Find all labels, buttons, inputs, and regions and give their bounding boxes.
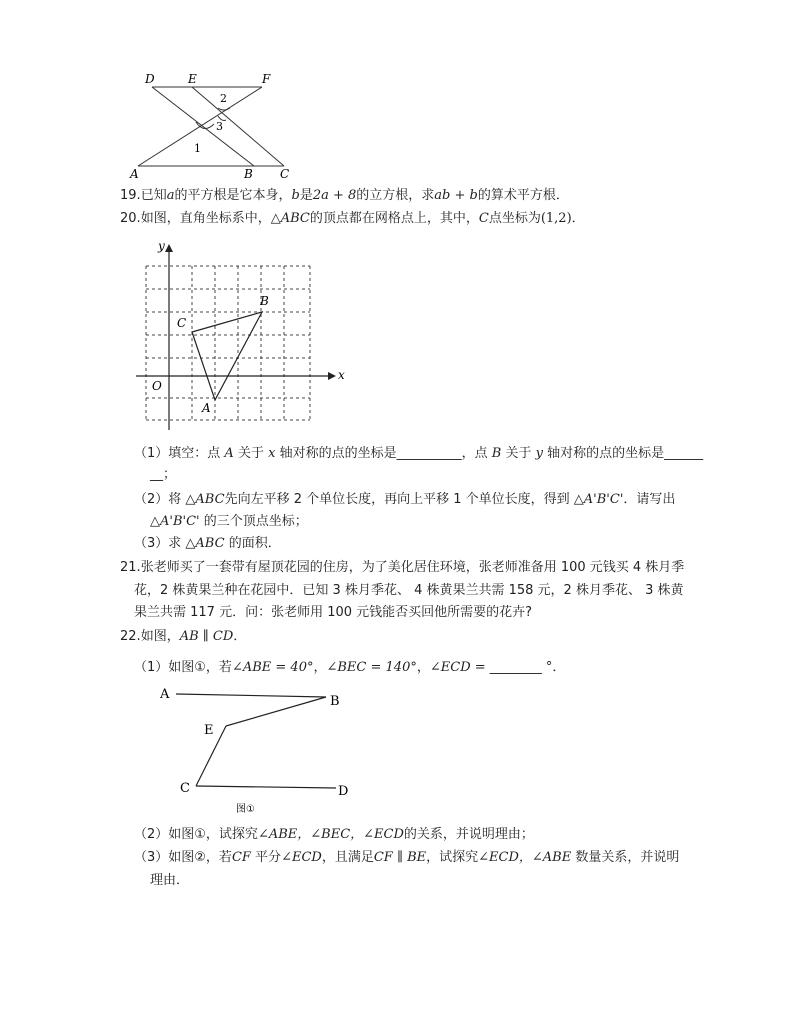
q22-s2-text-a: （2）如图①，试探究	[134, 827, 258, 842]
fig-angle-3: 3	[216, 120, 223, 133]
q20-s2-text-d: 的三个顶点坐标；	[203, 514, 308, 529]
figure-1	[156, 682, 366, 818]
point-label-b: B	[260, 294, 269, 308]
q20-s3-text-a: （3）求	[134, 536, 182, 551]
q19-expr-1: 2a + 8	[312, 188, 357, 203]
q20-s1-text-b: 关于	[237, 446, 264, 461]
q22-s1-comma-1: ，	[313, 660, 327, 675]
fig1-label-c: C	[180, 781, 190, 796]
q21-line-3-row	[134, 604, 532, 622]
fig-label-c: C	[280, 167, 290, 180]
fig1-label-e: E	[204, 723, 214, 738]
q20-number: 20.	[120, 211, 141, 226]
q22-s1-text-a: （1）如图①，若	[134, 660, 232, 675]
q21-line-2: 花，2 株黄果兰种在花园中．已知 3 株月季花、 4 株黄果兰共需 158 元，2 株月季花、 3 株黄	[134, 583, 684, 598]
q19-text-4: 的立方根，求	[356, 188, 435, 203]
answer-blank-2[interactable]: ______	[664, 446, 704, 461]
coordinate-grid-figure	[130, 234, 350, 430]
answer-blank-3[interactable]: ________	[489, 660, 542, 675]
q19-number: 19.	[120, 188, 141, 203]
question-21	[120, 559, 684, 577]
q20-sub-1	[134, 445, 703, 463]
q22-s3-text-a: （3）如图②，若	[134, 850, 232, 865]
q22-s3-angle-ecd: ∠ECD	[281, 850, 322, 865]
q20-s1-point-a: A	[224, 446, 234, 461]
answer-blank-2-cont[interactable]: __	[150, 467, 163, 482]
point-label-a: A	[202, 401, 211, 415]
q22-s3-cf: CF	[231, 850, 251, 865]
q21-line-1: 张老师买了一套带有屋顶花园的住房，为了美化居住环境，张老师准备用 100 元钱买 4 株月季	[140, 560, 685, 575]
q20-s3-text-b: 的面积．	[228, 536, 281, 551]
fig1-segment-cd	[196, 786, 336, 788]
q19-text-1: 已知	[140, 188, 167, 203]
fig-label-d: D	[145, 72, 155, 86]
q20-s2-triangle-prime-2: △A'B'C'	[150, 514, 200, 529]
fig-label-b: B	[244, 167, 253, 180]
q22-sub-3	[134, 849, 679, 867]
q22-s1-angle-abe: ∠ABE = 40°	[231, 660, 314, 675]
y-axis-arrow	[165, 244, 173, 252]
q20-sub-3	[134, 535, 281, 553]
q19-var-b: b	[291, 188, 300, 203]
q22-number: 22.	[120, 629, 141, 644]
q20-s2-triangle: △ABC	[185, 492, 225, 507]
q22-sub-2	[134, 826, 534, 844]
fig1-label-d: D	[338, 784, 349, 799]
grid-lines	[146, 266, 310, 420]
q22-parallel: AB ∥ CD	[179, 629, 234, 644]
q20-s2-triangle-prime: △A'B'C'	[573, 492, 624, 507]
origin-label: O	[152, 379, 162, 393]
q20-sub-1-cont	[150, 466, 176, 484]
q21-line-3: 果兰共需 117 元．问：张老师用 100 元钱能否买回他所需要的花卉?	[134, 605, 533, 620]
point-label-c: C	[177, 316, 187, 330]
fig-label-f: F	[262, 72, 271, 86]
q22-s1-angle-bec: ∠BEC = 140°	[326, 660, 417, 675]
q20-sub-2	[134, 491, 675, 509]
q22-s2-text-b: 的关系，并说明理由；	[403, 827, 534, 842]
q19-var-a: a	[166, 188, 175, 203]
q19-text-3: 是	[299, 188, 313, 203]
q19-text-5: 的算术平方根．	[477, 188, 569, 203]
q20-s1-text-d: ，点	[461, 446, 488, 461]
x-axis-arrow	[328, 372, 336, 380]
q20-s1-text-f: 轴对称的点的坐标是	[547, 446, 665, 461]
q22-s3-text-e: 数量关系，并说明	[575, 850, 680, 865]
answer-blank-1[interactable]: __________	[396, 446, 462, 461]
q20-s1-text-e: 关于	[505, 446, 532, 461]
q20-s3-triangle: △ABC	[185, 536, 225, 551]
q21-line-2-row	[134, 582, 684, 600]
fig1-segment-be	[226, 697, 326, 726]
q22-s3-text-d: ，试探究	[426, 850, 479, 865]
q22-s3-text-c: ，且满足	[321, 850, 374, 865]
q22-s3-line-2: 理由．	[150, 873, 190, 888]
question-22	[120, 628, 246, 646]
q20-s2-text-c: ．请写出	[623, 492, 676, 507]
question-20	[120, 210, 585, 228]
q20-s1-text-c: 轴对称的点的坐标是	[279, 446, 397, 461]
q22-s2-angles: ∠ABE，∠BEC，∠ECD	[257, 827, 404, 842]
q20-triangle: △ABC	[270, 211, 310, 226]
fig-angle-1: 1	[194, 142, 201, 155]
q22-s1-angle-ecd: ∠ECD =	[429, 660, 486, 675]
q20-text-4: ．	[571, 211, 585, 226]
q20-text-3: 点坐标为	[488, 211, 541, 226]
q22-text-2: ．	[233, 629, 247, 644]
question-19	[120, 187, 569, 205]
q22-text-1: 如图，	[140, 629, 180, 644]
fig1-segment-ab	[176, 694, 326, 697]
q20-s1-end: ；	[163, 467, 177, 482]
q20-s1-var-x: x	[268, 446, 276, 461]
q19-text-2: 的平方根是它本身，	[174, 188, 292, 203]
triangle-abc	[192, 312, 262, 400]
q22-sub-3-cont	[150, 872, 189, 890]
q22-s1-degree: °．	[545, 660, 566, 675]
top-figure	[126, 68, 298, 180]
q20-sub-2-cont	[150, 513, 308, 531]
axis-label-x: x	[338, 368, 345, 382]
q20-s2-text-b: 先向左平移 2 个单位长度，再向上平移 1 个单位长度，得到	[224, 492, 570, 507]
q22-s3-relation: ∠ECD，∠ABE	[478, 850, 572, 865]
q20-s2-text-a: （2）将	[134, 492, 182, 507]
fig1-caption: 图①	[236, 804, 255, 815]
q19-expr-2: ab + b	[434, 188, 478, 203]
fig1-label-b: B	[330, 694, 340, 709]
q20-text-2: 的顶点都在网格点上，其中，	[309, 211, 479, 226]
fig-label-e: E	[188, 72, 197, 86]
q22-s3-parallel: CF ∥ BE	[373, 850, 427, 865]
q21-number: 21.	[120, 560, 141, 575]
q22-s1-comma-2: ，	[416, 660, 430, 675]
fig-label-a: A	[130, 167, 139, 180]
q20-s1-point-b: B	[491, 446, 502, 461]
q22-sub-1	[134, 659, 565, 677]
q20-s1-text-a: （1）填空：点	[134, 446, 221, 461]
fig1-label-a: A	[160, 687, 170, 702]
q20-point-c: C	[478, 211, 489, 226]
q20-s1-var-y: y	[535, 446, 543, 461]
q20-coord: (1,2)	[540, 211, 572, 226]
axis-label-y: y	[158, 239, 165, 253]
fig-angle-2: 2	[220, 92, 227, 105]
q22-s3-text-b: 平分	[255, 850, 282, 865]
q20-text-1: 如图，直角坐标系中，	[140, 211, 271, 226]
